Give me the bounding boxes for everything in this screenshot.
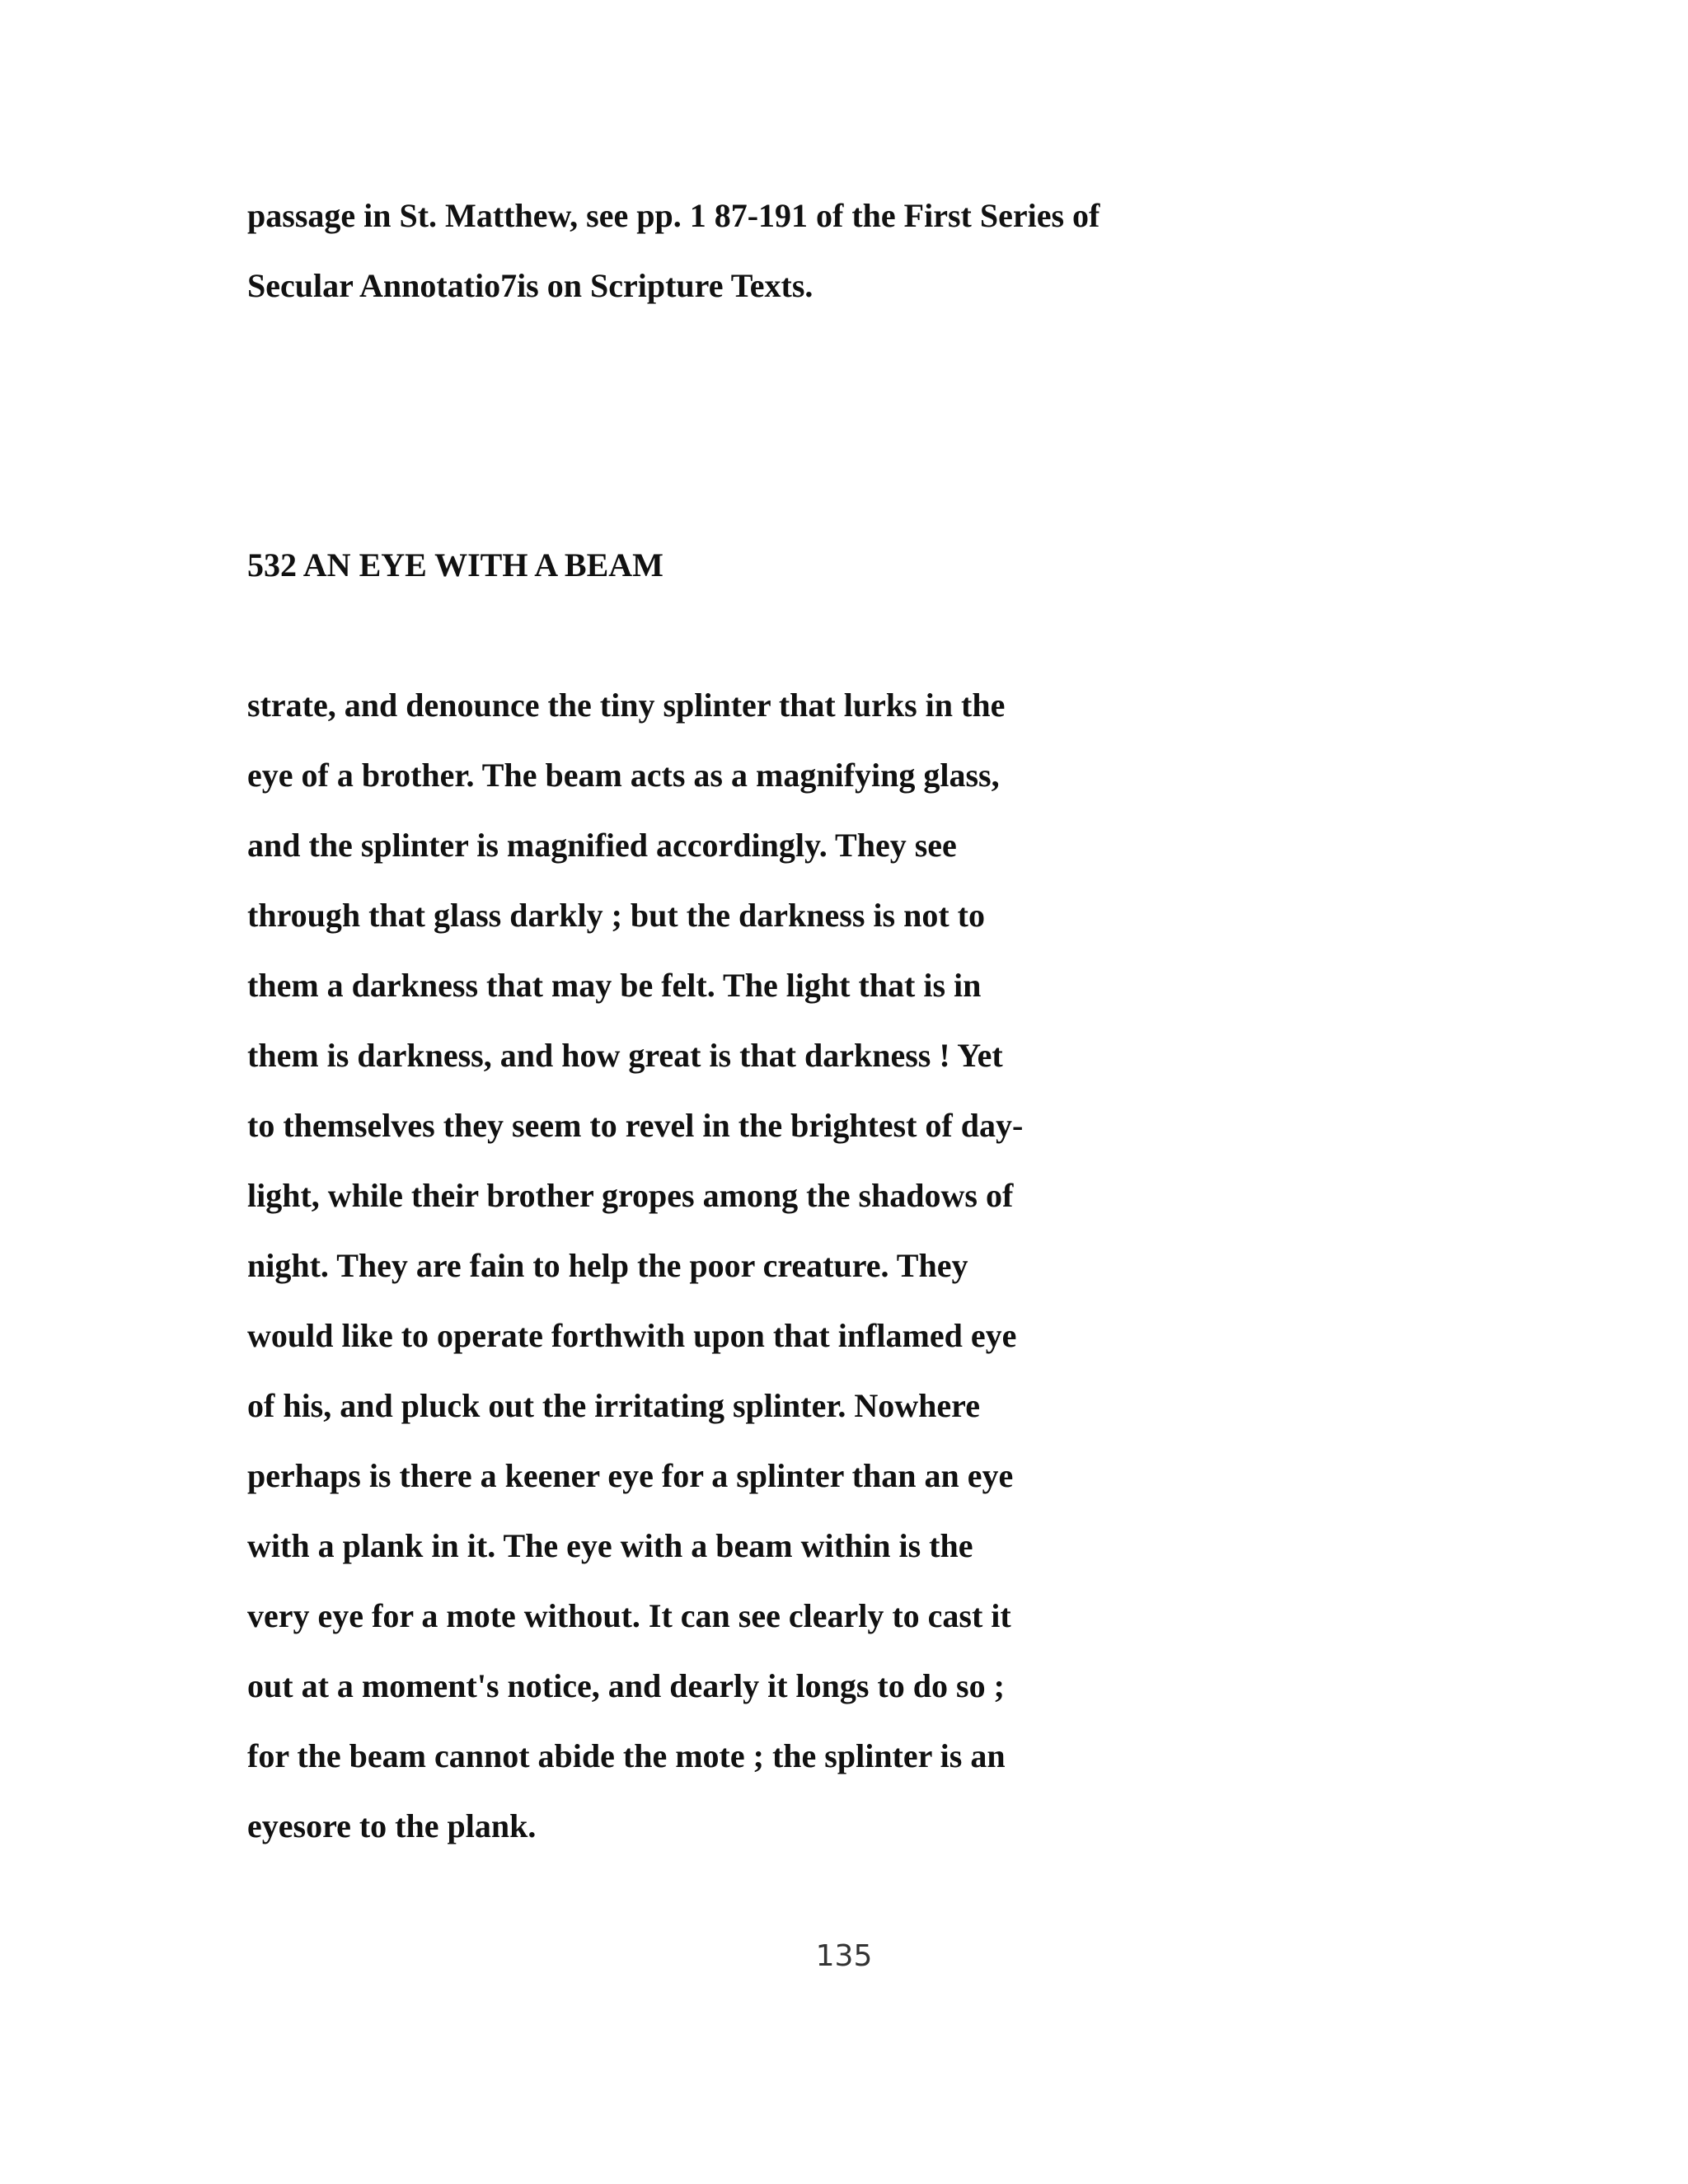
intro-line: passage in St. Matthew, see pp. 1 87-191 of the First Series of — [247, 197, 1100, 234]
section-heading: 532 AN EYE WITH A BEAM — [247, 546, 663, 583]
body-line: light, while their brother gropes among the shadows of — [247, 1177, 1014, 1214]
body-line: would like to operate forthwith upon that inflamed eye — [247, 1317, 1017, 1354]
body-line: through that glass darkly ; but the darkness is not to — [247, 897, 985, 934]
intro-line: Secular Annotatio7is on Scripture Texts. — [247, 267, 814, 304]
body-line: them a darkness that may be felt. The light that is in — [247, 967, 982, 1004]
body-line: to themselves they seem to revel in the brightest of day- — [247, 1107, 1024, 1144]
body-line: strate, and denounce the tiny splinter that lurks in the — [247, 687, 1006, 724]
body-line: night. They are fain to help the poor creature. They — [247, 1247, 968, 1284]
body-line: eye of a brother. The beam acts as a magnifying glass, — [247, 757, 1000, 794]
body-line: eyesore to the plank. — [247, 1807, 537, 1844]
body-line: with a plank in it. The eye with a beam within is the — [247, 1527, 973, 1564]
page-number: 135 — [815, 1939, 873, 1973]
body-line: of his, and pluck out the irritating splinter. Nowhere — [247, 1387, 980, 1424]
body-line: them is darkness, and how great is that darkness ! Yet — [247, 1037, 1003, 1074]
body-line: and the splinter is magnified accordingly. They see — [247, 827, 957, 864]
body-line: out at a moment's notice, and dearly it longs to do so ; — [247, 1667, 1005, 1704]
body-line: very eye for a mote without. It can see clearly to cast it — [247, 1597, 1011, 1634]
body-line: for the beam cannot abide the mote ; the splinter is an — [247, 1737, 1006, 1774]
body-line: perhaps is there a keener eye for a splinter than an eye — [247, 1457, 1014, 1494]
